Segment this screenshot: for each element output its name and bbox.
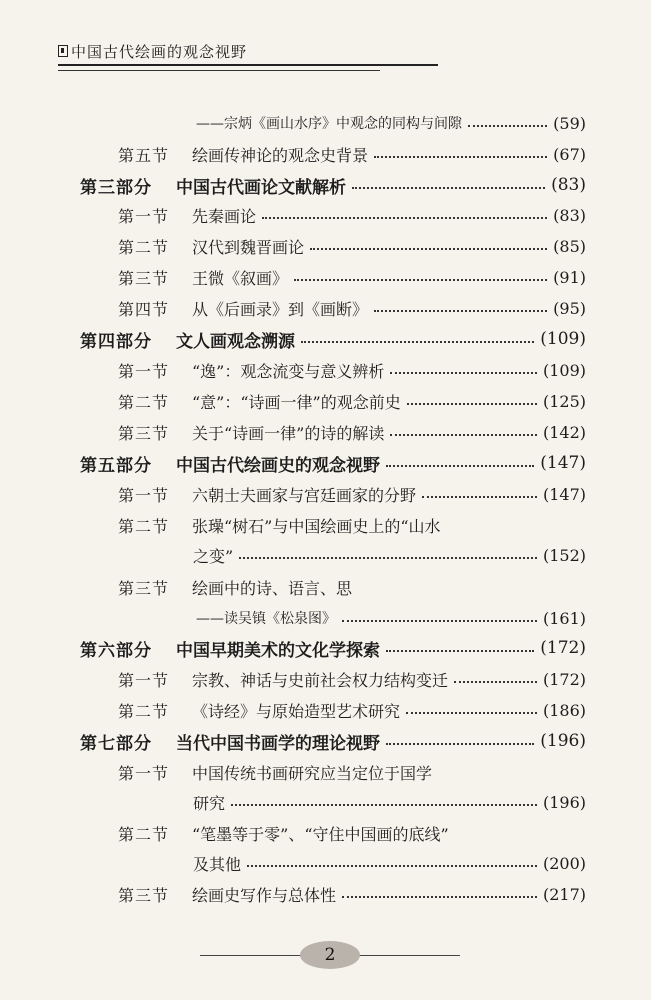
dot-leader xyxy=(454,681,537,683)
entry-page: (142) xyxy=(542,422,586,442)
entry-text: 汉代到魏晋画论 xyxy=(192,237,305,257)
entry-text: 文人画观念溯源 xyxy=(176,331,295,352)
toc-entry-section[interactable] xyxy=(118,417,586,447)
dot-leader xyxy=(247,865,537,867)
entry-text: 绘画传神论的观念史背景 xyxy=(192,145,369,165)
toc-entry-section[interactable] xyxy=(118,757,586,787)
part-label: 第七部分 xyxy=(80,733,152,754)
entry-text: 先秦画论 xyxy=(192,206,257,226)
part-label: 第六部分 xyxy=(80,640,152,661)
section-label: 第一节 xyxy=(118,670,170,690)
header-title: 中国古代绘画的观念视野 xyxy=(71,42,248,61)
entry-page: (95) xyxy=(553,298,586,318)
toc-entry-continuation[interactable] xyxy=(193,787,586,817)
entry-page: (67) xyxy=(553,144,586,164)
dot-leader xyxy=(294,279,547,281)
entry-text: 王微《叙画》 xyxy=(192,268,289,288)
toc-entry-section[interactable] xyxy=(118,818,586,848)
toc-entry-part[interactable] xyxy=(80,324,586,354)
toc-entry-section[interactable] xyxy=(118,355,586,385)
entry-page: (147) xyxy=(540,453,586,473)
section-label: 第四节 xyxy=(118,299,170,319)
dot-leader xyxy=(406,712,537,714)
entry-page: (85) xyxy=(553,236,586,256)
dot-leader xyxy=(239,557,537,559)
part-label: 第五部分 xyxy=(80,455,152,476)
entry-page: (200) xyxy=(542,853,586,873)
entry-text: 中国古代绘画史的观念视野 xyxy=(176,455,380,476)
part-label: 第三部分 xyxy=(80,177,152,198)
entry-page: (172) xyxy=(542,669,586,689)
section-label: 第二节 xyxy=(118,237,170,257)
dot-leader xyxy=(390,372,537,374)
entry-page: (109) xyxy=(540,329,586,349)
entry-text: “笔墨等于零”、“守住中国画的底线” xyxy=(192,824,449,844)
toc-entry-section[interactable] xyxy=(118,386,586,416)
entry-text: 从《后画录》到《画断》 xyxy=(192,299,369,319)
section-label: 第五节 xyxy=(118,145,170,165)
toc-entry-part[interactable] xyxy=(80,448,586,478)
entry-page: (196) xyxy=(540,731,586,751)
toc-entry-subtitle[interactable] xyxy=(196,603,586,633)
entry-page: (161) xyxy=(542,608,586,628)
section-label: 第三节 xyxy=(118,885,170,905)
section-label: 第一节 xyxy=(118,485,170,505)
entry-text: 关于“诗画一律”的诗的解读 xyxy=(192,423,385,443)
entry-page: (83) xyxy=(551,175,586,195)
dot-leader xyxy=(342,620,537,622)
dot-leader xyxy=(386,650,534,652)
toc-entry-part[interactable] xyxy=(80,170,586,200)
section-label: 第一节 xyxy=(118,763,170,783)
dot-leader xyxy=(262,217,547,219)
page-number-badge xyxy=(300,941,360,969)
entry-page: (83) xyxy=(553,205,586,225)
entry-text: 绘画史写作与总体性 xyxy=(192,885,337,905)
entry-page: (172) xyxy=(540,638,586,658)
toc-entry-section[interactable] xyxy=(118,231,586,261)
dot-leader xyxy=(301,341,534,343)
dot-leader xyxy=(352,187,545,189)
entry-text: 中国传统书画研究应当定位于国学 xyxy=(192,763,433,783)
section-label: 第三节 xyxy=(118,578,170,598)
entry-text: 张璪“树石”与中国绘画史上的“山水 xyxy=(192,516,441,536)
entry-text: 绘画中的诗、语言、思 xyxy=(192,578,353,598)
entry-page: (109) xyxy=(542,360,586,380)
entry-page: (125) xyxy=(542,391,586,411)
entry-text: 中国早期美术的文化学探索 xyxy=(176,640,380,661)
dot-leader xyxy=(374,310,547,312)
entry-page: (152) xyxy=(542,545,586,565)
entry-text: “逸”：观念流变与意义辨析 xyxy=(192,361,385,381)
entry-text: 《诗经》与原始造型艺术研究 xyxy=(192,701,401,721)
toc-entry-section[interactable] xyxy=(118,664,586,694)
toc-entry-section[interactable] xyxy=(118,139,586,169)
entry-text: ——读吴镇《松泉图》 xyxy=(196,611,336,627)
entry-text: 六朝士夫画家与宫廷画家的分野 xyxy=(192,485,417,505)
toc-entry-section[interactable] xyxy=(118,262,586,292)
dot-leader xyxy=(390,434,537,436)
toc-entry-section[interactable] xyxy=(118,510,586,540)
entry-page: (59) xyxy=(553,113,586,133)
toc-entry-section[interactable] xyxy=(118,879,586,909)
toc-entry-part[interactable] xyxy=(80,726,586,756)
toc-entry-section[interactable] xyxy=(118,572,586,602)
toc-entry-section[interactable] xyxy=(118,293,586,323)
dot-leader xyxy=(342,896,537,898)
toc-entry-continuation[interactable] xyxy=(193,540,586,570)
toc-entry-section[interactable] xyxy=(118,200,586,230)
dot-leader xyxy=(310,248,547,250)
toc-entry-subtitle[interactable] xyxy=(196,108,586,138)
part-label: 第四部分 xyxy=(80,331,152,352)
dot-leader xyxy=(468,125,547,127)
section-label: 第二节 xyxy=(118,701,170,721)
dot-leader xyxy=(231,804,537,806)
section-label: 第二节 xyxy=(118,392,170,412)
section-label: 第三节 xyxy=(118,423,170,443)
entry-page: (186) xyxy=(542,700,586,720)
section-label: 第一节 xyxy=(118,206,170,226)
entry-text: “意”：“诗画一律”的观念前史 xyxy=(192,392,401,412)
entry-text: 之变” xyxy=(193,546,234,566)
entry-page: (217) xyxy=(542,884,586,904)
entry-text: 宗教、神话与史前社会权力结构变迁 xyxy=(192,670,449,690)
entry-page: (196) xyxy=(542,792,586,812)
dot-leader xyxy=(386,743,534,745)
section-label: 第二节 xyxy=(118,516,170,536)
entry-text: 研究 xyxy=(193,793,226,813)
entry-text: ——宗炳《画山水序》中观念的同构与间隙 xyxy=(196,116,462,132)
page-number: 2 xyxy=(324,945,336,965)
section-label: 第一节 xyxy=(118,361,170,381)
toc-entry-continuation[interactable] xyxy=(193,848,586,878)
section-label: 第二节 xyxy=(118,824,170,844)
dot-leader xyxy=(407,403,537,405)
entry-page: (147) xyxy=(542,484,586,504)
entry-text: 中国古代画论文献解析 xyxy=(176,177,346,198)
toc-entry-section[interactable] xyxy=(118,479,586,509)
toc-entry-section[interactable] xyxy=(118,695,586,725)
section-label: 第三节 xyxy=(118,268,170,288)
entry-page: (91) xyxy=(553,267,586,287)
dot-leader xyxy=(422,496,537,498)
dot-leader xyxy=(374,156,547,158)
toc-entry-part[interactable] xyxy=(80,633,586,663)
dot-leader xyxy=(386,465,534,467)
entry-text: 当代中国书画学的理论视野 xyxy=(176,733,380,754)
entry-text: 及其他 xyxy=(193,854,242,874)
page-number-footer xyxy=(200,938,460,972)
